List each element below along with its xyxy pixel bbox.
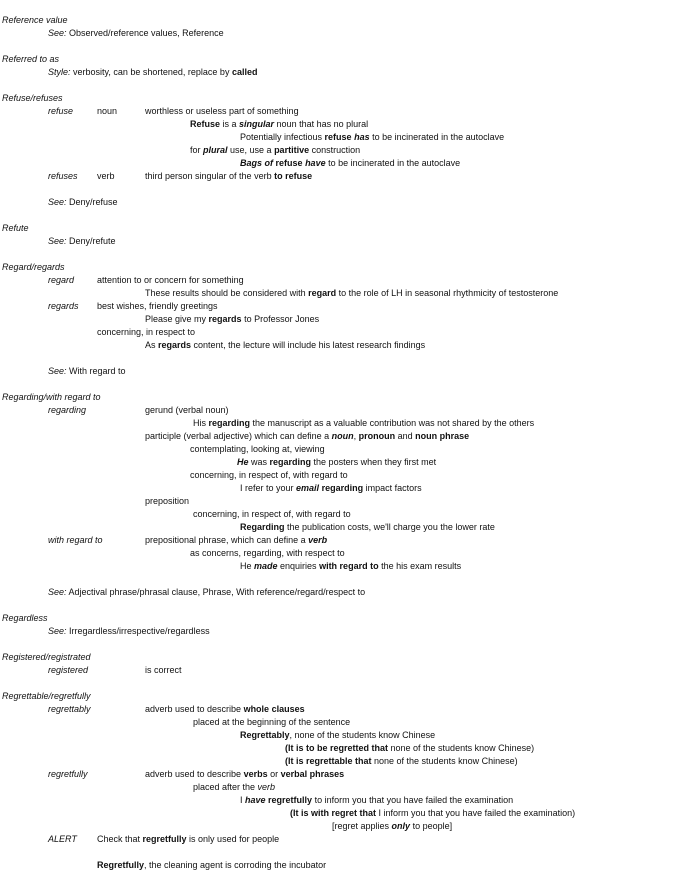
- text-run: Irregardless/irrespective/regardless: [66, 626, 210, 636]
- text-run: See:: [48, 197, 67, 207]
- text-line: [145, 288, 558, 299]
- text-run: regretfully: [48, 769, 88, 779]
- text-run: impact factors: [363, 483, 422, 493]
- text-run: Bags of: [240, 158, 274, 168]
- text-run: the posters when they first met: [311, 457, 437, 467]
- text-run: made: [254, 561, 278, 571]
- text-run: none of the students know Chinese): [388, 743, 535, 753]
- text-run: verb: [308, 535, 328, 545]
- text-run: gerund (verbal noun): [145, 405, 229, 415]
- text-run: called: [231, 67, 258, 77]
- text-run: verb: [97, 171, 115, 181]
- text-run: verbs: [243, 769, 268, 779]
- text-line: [48, 301, 79, 312]
- text-run: plural: [203, 145, 228, 155]
- text-line: [2, 93, 63, 104]
- text-run: , the cleaning agent is corroding the incubator: [144, 860, 327, 870]
- text-run: construction: [309, 145, 361, 155]
- text-run: ,: [353, 431, 359, 441]
- text-run: See:: [48, 626, 67, 636]
- text-run: Deny/refuse: [66, 197, 118, 207]
- text-run: Regarding: [240, 522, 285, 532]
- text-run: regretfully: [142, 834, 187, 844]
- text-run: verbosity, can be shortened, replace by: [70, 67, 232, 77]
- text-line: [290, 808, 575, 819]
- text-run: As: [145, 340, 159, 350]
- text-run: regards: [48, 301, 79, 311]
- text-line: [97, 860, 326, 871]
- text-line: [193, 418, 534, 429]
- text-line: [240, 483, 422, 494]
- text-line: [97, 171, 115, 182]
- text-run: concerning, in respect to: [97, 327, 196, 337]
- text-run: Regrettable/regretfully: [2, 691, 91, 701]
- text-run: regarding: [48, 405, 87, 415]
- text-run: for: [190, 145, 204, 155]
- text-run: verb: [257, 782, 276, 792]
- text-run: adverb used to describe: [145, 769, 244, 779]
- text-run: He: [240, 561, 255, 571]
- text-line: [145, 769, 344, 780]
- text-run: Regretfully: [97, 860, 145, 870]
- text-line: [190, 444, 325, 455]
- text-run: contemplating, looking at, viewing: [190, 444, 325, 454]
- text-run: have: [245, 795, 266, 805]
- text-line: [193, 717, 350, 728]
- text-line: [285, 743, 534, 754]
- text-run: use, use a: [227, 145, 275, 155]
- text-run: is a: [220, 119, 240, 129]
- text-line: [190, 119, 368, 130]
- text-line: [48, 236, 116, 247]
- text-run: to be incinerated in the autoclave: [369, 132, 505, 142]
- text-run: I: [240, 795, 246, 805]
- text-run: refuses: [48, 171, 78, 181]
- text-line: [48, 197, 118, 208]
- text-run: to people]: [410, 821, 453, 831]
- text-run: the manuscript as a valuable contribution was not shared by the others: [250, 418, 535, 428]
- text-line: [190, 470, 348, 481]
- text-run: has: [354, 132, 370, 142]
- text-run: the publication costs, we'll charge you the lower rate: [284, 522, 495, 532]
- text-run: to the role of LH in seasonal rhythmicity of testosterone: [336, 288, 559, 298]
- text-run: Refuse/refuses: [2, 93, 63, 103]
- text-line: [237, 457, 436, 468]
- text-run: regarding: [321, 483, 364, 493]
- text-run: See:: [48, 587, 67, 597]
- text-run: and: [395, 431, 416, 441]
- text-run: refuse: [324, 132, 352, 142]
- text-line: [193, 509, 351, 520]
- text-line: [48, 28, 224, 39]
- text-run: Regardless: [2, 613, 48, 623]
- text-line: [97, 275, 244, 286]
- text-run: Adjectival phrase/phrasal clause, Phrase, With reference/regard/respect to: [66, 587, 366, 597]
- text-run: to inform you that you have failed the examination: [312, 795, 514, 805]
- text-run: Reference value: [2, 15, 68, 25]
- text-line: [145, 314, 319, 325]
- text-run: (It is to be regretted that: [285, 743, 389, 753]
- text-run: prepositional phrase, which can define a: [145, 535, 309, 545]
- text-line: [2, 392, 101, 403]
- text-run: Regarding/with regard to: [2, 392, 101, 402]
- text-run: pronoun: [358, 431, 396, 441]
- text-line: [2, 223, 29, 234]
- text-line: [48, 171, 78, 182]
- text-line: [2, 652, 91, 663]
- text-run: Refute: [2, 223, 29, 233]
- text-line: [2, 54, 59, 65]
- text-run: regarding: [208, 418, 251, 428]
- text-run: preposition: [145, 496, 190, 506]
- text-run: See:: [48, 28, 67, 38]
- text-run: none of the students know Chinese): [371, 756, 518, 766]
- text-line: [48, 366, 126, 377]
- text-run: regard: [308, 288, 337, 298]
- text-line: [48, 769, 88, 780]
- text-run: have: [305, 158, 326, 168]
- text-line: [97, 834, 279, 845]
- text-run: placed at the beginning of the sentence: [193, 717, 351, 727]
- text-run: noun: [97, 106, 118, 116]
- text-run: is correct: [145, 665, 182, 675]
- text-run: verbal phrases: [280, 769, 345, 779]
- text-line: [48, 587, 365, 598]
- text-line: [145, 171, 312, 182]
- text-run: with regard to: [48, 535, 103, 545]
- text-run: noun that has no plural: [274, 119, 369, 129]
- text-run: See:: [48, 236, 67, 246]
- text-run: to be incinerated in the autoclave: [325, 158, 461, 168]
- text-line: [145, 431, 469, 442]
- text-run: He: [237, 457, 249, 467]
- text-line: [48, 275, 74, 286]
- text-run: registered: [48, 665, 89, 675]
- text-run: Check that: [97, 834, 143, 844]
- text-line: [2, 691, 91, 702]
- text-run: regrettably: [48, 704, 91, 714]
- text-run: Referred to as: [2, 54, 60, 64]
- text-line: [48, 626, 210, 637]
- text-run: Please give my: [145, 314, 209, 324]
- text-run: Regrettably: [240, 730, 290, 740]
- text-line: [145, 405, 229, 416]
- text-line: [2, 613, 48, 624]
- text-line: [285, 756, 518, 767]
- text-run: regretfully: [268, 795, 313, 805]
- text-run: regard: [48, 275, 75, 285]
- text-line: [97, 301, 218, 312]
- text-line: [97, 106, 117, 117]
- text-run: partitive: [274, 145, 310, 155]
- text-run: These results should be considered with: [145, 288, 309, 298]
- text-run: His: [193, 418, 209, 428]
- text-run: regarding: [269, 457, 312, 467]
- text-run: Regard/regards: [2, 262, 65, 272]
- text-run: Style:: [48, 67, 71, 77]
- text-run: noun phrase: [415, 431, 470, 441]
- text-line: [240, 795, 513, 806]
- text-run: regards: [208, 314, 242, 324]
- text-run: Deny/refute: [66, 236, 116, 246]
- text-run: whole clauses: [243, 704, 305, 714]
- text-line: [190, 145, 360, 156]
- text-run: noun: [331, 431, 354, 441]
- text-run: to Professor Jones: [241, 314, 320, 324]
- text-run: , none of the students know Chinese: [289, 730, 436, 740]
- text-run: enquiries: [277, 561, 320, 571]
- text-run: participle (verbal adjective) which can define a: [145, 431, 332, 441]
- text-line: [2, 15, 68, 26]
- text-run: only: [391, 821, 411, 831]
- text-run: with regard to: [319, 561, 379, 571]
- text-run: concerning, in respect of, with regard to: [193, 509, 351, 519]
- text-line: [48, 834, 77, 845]
- text-run: the his exam results: [378, 561, 462, 571]
- text-run: Observed/reference values, Reference: [66, 28, 224, 38]
- text-run: attention to or concern for something: [97, 275, 244, 285]
- text-run: was: [248, 457, 270, 467]
- text-line: [145, 106, 299, 117]
- text-run: is only used for people: [186, 834, 280, 844]
- text-line: [145, 704, 305, 715]
- text-run: See:: [48, 366, 67, 376]
- text-line: [48, 106, 73, 117]
- text-run: best wishes, friendly greetings: [97, 301, 218, 311]
- text-run: singular: [239, 119, 275, 129]
- text-run: to refuse: [274, 171, 313, 181]
- text-run: refuse: [48, 106, 74, 116]
- text-line: [145, 535, 327, 546]
- text-run: refuse: [275, 158, 303, 168]
- text-run: I refer to your: [240, 483, 297, 493]
- text-line: [332, 821, 452, 832]
- text-line: [240, 522, 495, 533]
- text-run: (It is with regret that: [290, 808, 377, 818]
- text-line: [240, 132, 504, 143]
- text-run: or: [267, 769, 281, 779]
- text-line: [190, 548, 345, 559]
- text-line: [145, 340, 425, 351]
- text-line: [97, 327, 195, 338]
- text-line: [48, 665, 88, 676]
- text-line: [2, 262, 65, 273]
- text-line: [48, 535, 103, 546]
- text-run: [regret applies: [332, 821, 392, 831]
- text-run: (It is regrettable that: [285, 756, 372, 766]
- text-run: Potentially infectious: [240, 132, 325, 142]
- text-run: worthless or useless part of something: [145, 106, 299, 116]
- text-run: Registered/registrated: [2, 652, 91, 662]
- text-run: adverb used to describe: [145, 704, 244, 714]
- text-line: [48, 704, 91, 715]
- text-line: [145, 665, 182, 676]
- text-line: [48, 405, 86, 416]
- text-line: [193, 782, 275, 793]
- text-run: third person singular of the verb: [145, 171, 275, 181]
- text-run: as concerns, regarding, with respect to: [190, 548, 345, 558]
- text-run: ALERT: [48, 834, 77, 844]
- text-run: placed after the: [193, 782, 258, 792]
- text-run: Refuse: [190, 119, 221, 129]
- text-run: With regard to: [66, 366, 126, 376]
- text-line: [240, 730, 435, 741]
- text-line: [240, 158, 460, 169]
- text-line: [48, 67, 257, 78]
- text-line: [240, 561, 461, 572]
- text-run: concerning, in respect of, with regard to: [190, 470, 348, 480]
- text-line: [145, 496, 189, 507]
- text-run: email: [296, 483, 320, 493]
- text-run: regards: [158, 340, 192, 350]
- text-run: I inform you that you have failed the examination): [376, 808, 576, 818]
- text-run: content, the lecture will include his latest research findings: [191, 340, 426, 350]
